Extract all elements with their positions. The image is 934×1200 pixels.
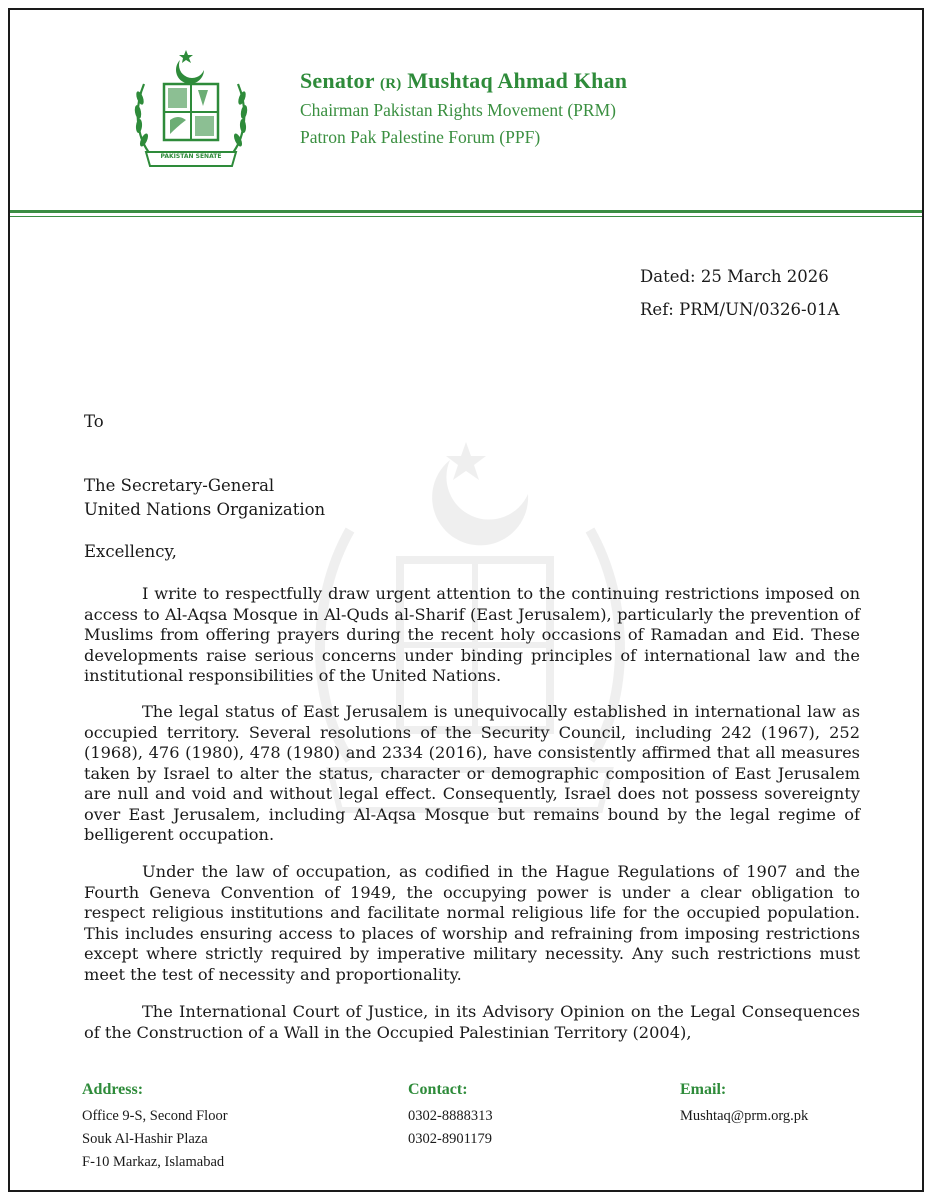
letterhead — [300, 68, 627, 148]
addressee-line-1: The Secretary-General — [84, 476, 275, 495]
salutation: Excellency, — [84, 542, 177, 561]
letter-page — [8, 8, 924, 1192]
paragraph-1: I write to respectfully draw urgent attention to the continuing restrictions imposed on access to Al-Aqsa Mosque in Al-Quds al-Sharif (East Jerusalem), particularly the prevention of Muslims from offering prayers during the recent holy occasions of Ramadan and Eid. These developments raise serious concerns under binding principles of international law and the institutional responsibilities of the United Nations. — [84, 584, 860, 685]
paragraph-4: The International Court of Justice, in its Advisory Opinion on the Legal Consequences of the Construction of a Wall in the Occupied Palestinian Territory (2004), — [84, 1002, 860, 1042]
letter-meta — [640, 260, 839, 326]
address-heading: Address: — [82, 1081, 144, 1098]
header-rule-thick — [10, 210, 922, 213]
sender-fullname: Mushtaq Ahmad Khan — [407, 68, 628, 93]
contact-heading: Contact: — [408, 1081, 468, 1098]
sender-retired-mark: (R) — [380, 76, 402, 92]
paragraph-2: The legal status of East Jerusalem is unequivocally established in international law as occupied territory. Several resolutions of the Security Council, including 242 (1967), 252 (1968), 476 (1980), 478 (1980) and 2334 (2016), have consistently affirmed that all measures taken by Israel to alter the status, character or demographic composition of East Jerusalem are null and void and without legal effect. Consequently, Israel does not possess sovereignty over East Jerusalem, including Al-Aqsa Mosque but remains bound by the legal regime of belligerent occupation. — [84, 702, 860, 844]
paragraph-3: Under the law of occupation, as codified in the Hague Regulations of 1907 and the Fourth Geneva Convention of 1949, the occupying power is under a clear obligation to respect religious institutions and facilitate normal religious life for the occupied population. This includes ensuring access to places of worship and refraining from imposing restrictions except where strictly required by imperative military necessity. Any such restrictions must meet the test of necessity and proportionality. — [84, 862, 860, 984]
footer-address — [82, 1078, 228, 1174]
sender-title: Senator — [300, 68, 375, 93]
sender-name — [300, 68, 627, 94]
footer-contact — [408, 1078, 493, 1151]
email-heading: Email: — [680, 1081, 727, 1098]
address-line-3: F-10 Markaz, Islamabad — [82, 1154, 225, 1170]
contact-phone-1: 0302-8888313 — [408, 1108, 493, 1124]
emblem-banner-text: PAKISTAN SENATE — [160, 153, 222, 160]
date-line: Dated: 25 March 2026 — [640, 267, 829, 286]
contact-phone-2: 0302-8901179 — [408, 1131, 493, 1147]
reference-line: Ref: PRM/UN/0326-01A — [640, 300, 840, 319]
header-rule-thin — [10, 216, 922, 217]
address-line-1: Office 9-S, Second Floor — [82, 1108, 228, 1124]
addressee — [84, 474, 325, 522]
to-label: To — [84, 412, 104, 431]
email-value: Mushtaq@prm.org.pk — [680, 1108, 809, 1124]
sender-position-1: Chairman Pakistan Rights Movement (PRM) — [300, 100, 616, 120]
footer-email — [680, 1078, 808, 1128]
sender-position-2: Patron Pak Palestine Forum (PPF) — [300, 127, 541, 147]
addressee-line-2: United Nations Organization — [84, 500, 326, 519]
address-line-2: Souk Al-Hashir Plaza — [82, 1131, 208, 1147]
